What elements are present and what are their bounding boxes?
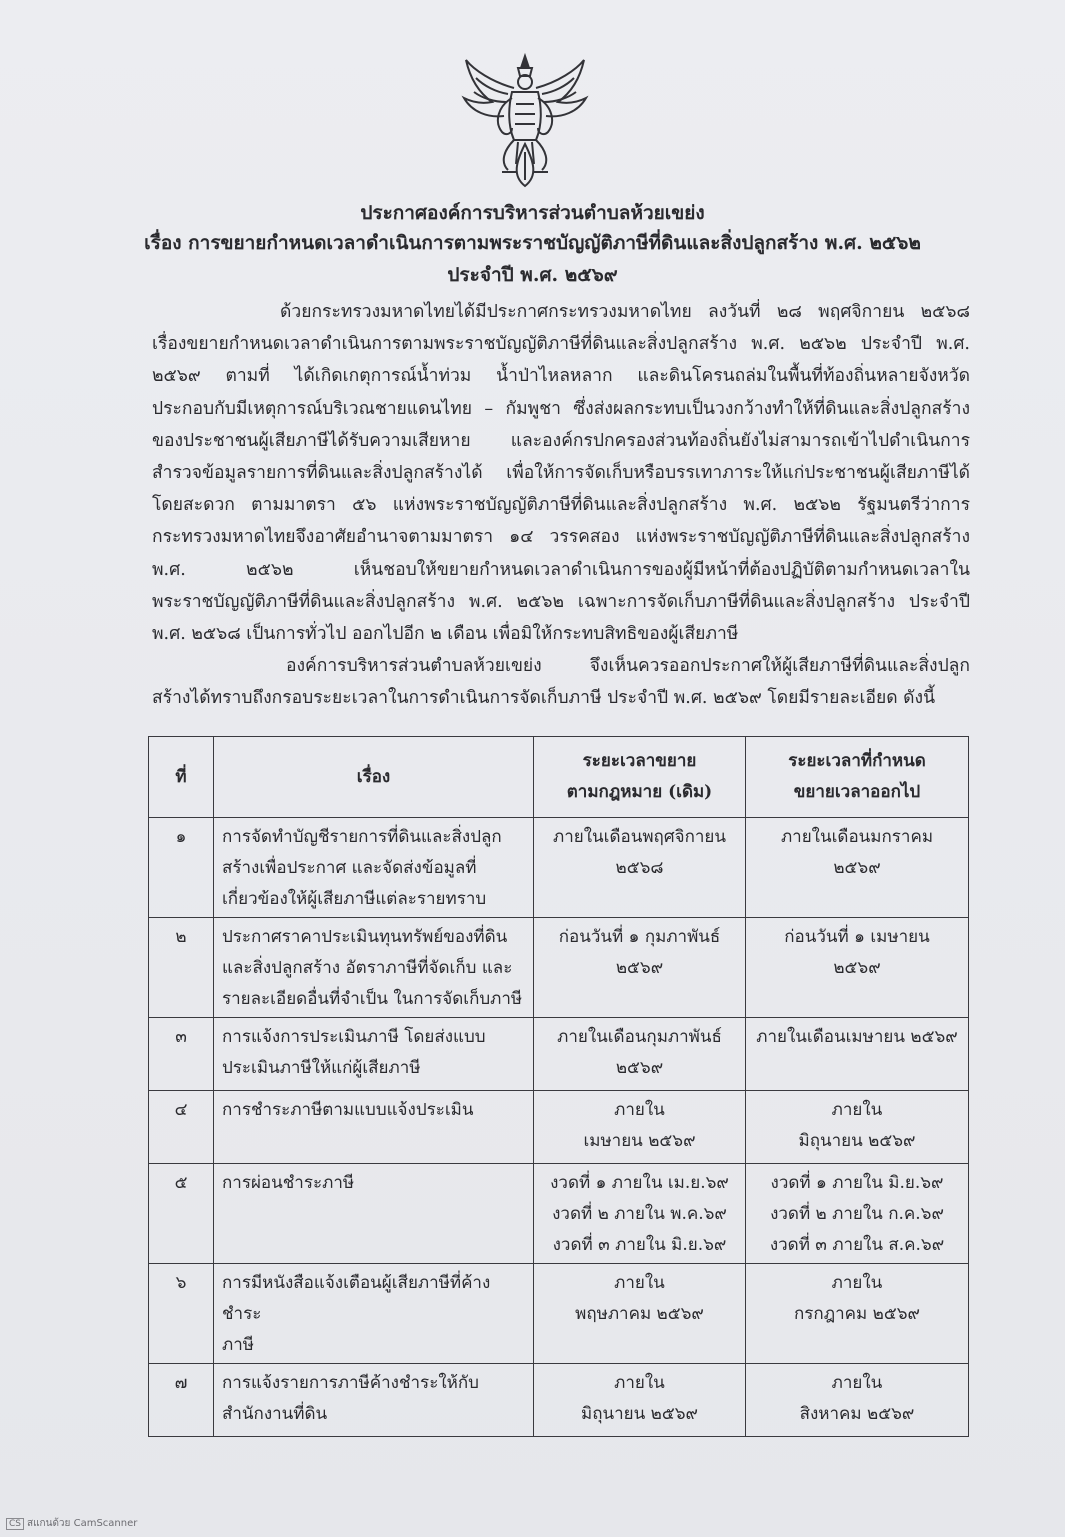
body-line: ประกอบกับมีเหตุการณ์บริเวณชายแดนไทย – กัมพูชา ซึ่งส่งผลกระทบเป็นวงกว้างทำให้ที่ดินและสิ่งปลูกสร้าง bbox=[152, 398, 970, 419]
body-line: พ.ศ. ๒๕๖๒ เห็นชอบให้ขยายกำหนดเวลาดำเนินการของผู้มีหน้าที่ต้องปฏิบัติตามกำหนดเวลาใน bbox=[152, 559, 970, 580]
row-number: ๔ bbox=[149, 1091, 214, 1164]
row-subject-line: ประกาศราคาประเมินทุนทรัพย์ของที่ดิน bbox=[222, 927, 508, 947]
row-subject-line: ภาษี bbox=[222, 1335, 254, 1355]
row-subject bbox=[214, 818, 534, 918]
scanner-text: สแกนด้วย CamScanner bbox=[27, 1518, 138, 1529]
body-line: สำรวจข้อมูลรายการที่ดินและสิ่งปลูกสร้างได้ เพื่อให้การจัดเก็บหรือบรรเทาภาระให้แก่ประชาชนผู้เสียภาษีได้ bbox=[152, 463, 970, 484]
row-legal-period-line: ภายในเดือนกุมภาพันธ์ bbox=[557, 1027, 722, 1047]
row-subject bbox=[214, 1364, 534, 1437]
row-extended-period bbox=[746, 1091, 969, 1164]
row-legal-period-line: งวดที่ ๒ ภายใน พ.ค.๖๙ bbox=[552, 1204, 727, 1224]
table-row bbox=[149, 1018, 969, 1091]
body-line: พ.ศ. ๒๕๖๘ เป็นการทั่วไป ออกไปอีก ๒ เดือน เพื่อมิให้กระทบสิทธิของผู้เสียภาษี bbox=[152, 624, 739, 645]
row-subject bbox=[214, 1164, 534, 1264]
row-extended-period bbox=[746, 918, 969, 1018]
row-number: ๒ bbox=[149, 918, 214, 1018]
row-legal-period bbox=[534, 1091, 746, 1164]
row-extended-period-line: งวดที่ ๑ ภายใน มิ.ย.๖๙ bbox=[770, 1173, 944, 1193]
row-legal-period-line: ภายใน bbox=[614, 1273, 665, 1293]
row-extended-period bbox=[746, 1364, 969, 1437]
row-extended-period-line: ภายในเดือนมกราคม bbox=[780, 827, 934, 847]
announcement-body bbox=[152, 296, 970, 715]
row-legal-period-line: ก่อนวันที่ ๑ กุมภาพันธ์ bbox=[558, 927, 721, 947]
body-line: ๒๕๖๙ ตามที่ ได้เกิดเกตุการณ์น้ำท่วม น้ำป่าไหลหลาก และดินโครนถล่มในพื้นที่ท้องถิ่นหลายจังหวัด bbox=[152, 366, 970, 387]
row-subject-line: รายละเอียดอื่นที่จำเป็น ในการจัดเก็บภาษี bbox=[222, 989, 523, 1009]
row-legal-period-line: งวดที่ ๓ ภายใน มิ.ย.๖๙ bbox=[552, 1235, 727, 1255]
row-legal-period-line: ภายในเดือนพฤศจิกายน bbox=[553, 827, 726, 847]
announcement-title: ประกาศองค์การบริหารส่วนตำบลห้วยเขย่ง bbox=[360, 202, 705, 224]
row-subject-line: สร้างเพื่อประกาศ และจัดส่งข้อมูลที่ bbox=[222, 858, 477, 878]
row-extended-period-line: ภายใน bbox=[831, 1100, 883, 1120]
row-legal-period bbox=[534, 1018, 746, 1091]
row-legal-period-line: ภายใน bbox=[614, 1373, 665, 1393]
body-line: ของประชาชนผู้เสียภาษีได้รับความเสียหาย และองค์กรปกครองส่วนท้องถิ่นยังไม่สามารถเข้าไปดำเนินการ bbox=[152, 430, 970, 451]
row-subject-line: การผ่อนชำระภาษี bbox=[222, 1173, 355, 1193]
camscanner-badge: CS bbox=[6, 1518, 24, 1530]
row-subject-line: การจัดทำบัญชีรายการที่ดินและสิ่งปลูก bbox=[222, 827, 502, 847]
row-subject bbox=[214, 1091, 534, 1164]
row-legal-period bbox=[534, 918, 746, 1018]
row-extended-period-line: สิงหาคม ๒๕๖๙ bbox=[799, 1404, 915, 1424]
row-number: ๓ bbox=[149, 1018, 214, 1091]
table-header-row bbox=[149, 737, 969, 818]
body-line: สร้างได้ทราบถึงกรอบระยะเวลาในการดำเนินการจัดเก็บภาษี ประจำปี พ.ศ. ๒๕๖๙ โดยมีรายละเอียด ดังนี้ bbox=[152, 688, 936, 709]
row-number: ๗ bbox=[149, 1364, 214, 1437]
announcement-year: ประจำปี พ.ศ. ๒๕๖๙ bbox=[447, 264, 618, 286]
row-extended-period bbox=[746, 818, 969, 918]
row-legal-period-line: มิถุนายน ๒๕๖๙ bbox=[581, 1404, 698, 1424]
body-line: ด้วยกระทรวงมหาดไทยได้มีประกาศกระทรวงมหาดไทย ลงวันที่ ๒๘ พฤศจิกายน ๒๕๖๘ bbox=[280, 302, 970, 322]
row-legal-period-line: ๒๕๖๙ bbox=[615, 958, 664, 978]
row-extended-period-line: ก่อนวันที่ ๑ เมษายน bbox=[784, 927, 930, 947]
body-line: โดยสะดวก ตามมาตรา ๕๖ แห่งพระราชบัญญัติภาษีที่ดินและสิ่งปลูกสร้าง พ.ศ. ๒๕๖๒ รัฐมนตรีว่าการ bbox=[152, 495, 970, 516]
row-subject-line: สำนักงานที่ดิน bbox=[222, 1404, 328, 1424]
row-extended-period-line: งวดที่ ๒ ภายใน ก.ค.๖๙ bbox=[770, 1204, 944, 1224]
body-line: เรื่องขยายกำหนดเวลาดำเนินการตามพระราชบัญญัติภาษีที่ดินและสิ่งปลูกสร้าง พ.ศ. ๒๕๖๒ ประจำปี พ.ศ. bbox=[152, 334, 970, 355]
row-legal-period-line: พฤษภาคม ๒๕๖๙ bbox=[575, 1304, 704, 1324]
header-legal-period: ระยะเวลาขยาย ตามกฎหมาย (เดิม) bbox=[534, 737, 746, 818]
body-line: กระทรวงมหาดไทยจึงอาศัยอำนาจตามมาตรา ๑๔ วรรคสอง แห่งพระราชบัญญัติภาษีที่ดินและสิ่งปลูกสร้าง bbox=[152, 527, 970, 548]
row-extended-period-line: ๒๕๖๙ bbox=[833, 958, 881, 978]
row-extended-period-line: ภายในเดือนเมษายน ๒๕๖๙ bbox=[756, 1027, 958, 1047]
table-row bbox=[149, 1264, 969, 1364]
row-subject-line: เกี่ยวข้องให้ผู้เสียภาษีแต่ละรายทราบ bbox=[222, 889, 487, 909]
table-row bbox=[149, 1091, 969, 1164]
row-number: ๑ bbox=[149, 818, 214, 918]
garuda-emblem-icon bbox=[452, 52, 598, 192]
row-extended-period-line: ๒๕๖๙ bbox=[833, 858, 881, 878]
row-legal-period-line: งวดที่ ๑ ภายใน เม.ย.๖๙ bbox=[550, 1173, 729, 1193]
table-row bbox=[149, 1364, 969, 1437]
row-subject-line: การมีหนังสือแจ้งเตือนผู้เสียภาษีที่ค้างชำระ bbox=[222, 1273, 491, 1324]
row-extended-period-line: ภายใน bbox=[831, 1373, 883, 1393]
row-number: ๖ bbox=[149, 1264, 214, 1364]
row-legal-period bbox=[534, 818, 746, 918]
announcement-subject: เรื่อง การขยายกำหนดเวลาดำเนินการตามพระราชบัญญัติภาษีที่ดินและสิ่งปลูกสร้าง พ.ศ. ๒๕๖๒ bbox=[144, 232, 921, 254]
row-extended-period-line: งวดที่ ๓ ภายใน ส.ค.๖๙ bbox=[769, 1235, 945, 1255]
row-legal-period-line: ๒๕๖๙ bbox=[615, 1058, 664, 1078]
table-row bbox=[149, 918, 969, 1018]
row-extended-period-line: กรกฎาคม ๒๕๖๙ bbox=[794, 1304, 920, 1324]
row-extended-period-line: ภายใน bbox=[831, 1273, 883, 1293]
row-legal-period-line: ภายใน bbox=[614, 1100, 665, 1120]
header-subject: เรื่อง bbox=[214, 737, 534, 818]
schedule-table bbox=[148, 736, 969, 1437]
body-line: องค์การบริหารส่วนตำบลห้วยเขย่ง จึงเห็นควรออกประกาศให้ผู้เสียภาษีที่ดินและสิ่งปลูก bbox=[286, 656, 970, 677]
row-subject-line: การชำระภาษีตามแบบแจ้งประเมิน bbox=[222, 1100, 474, 1120]
header-extended-period: ระยะเวลาที่กำหนด ขยายเวลาออกไป bbox=[746, 737, 969, 818]
row-extended-period-line: มิถุนายน ๒๕๖๙ bbox=[798, 1131, 916, 1151]
table-row bbox=[149, 818, 969, 918]
body-line: พระราชบัญญัติภาษีที่ดินและสิ่งปลูกสร้าง พ.ศ. ๒๕๖๒ เฉพาะการจัดเก็บภาษีที่ดินและสิ่งปลูกสร้าง ประจำปี bbox=[152, 591, 970, 612]
scanner-watermark bbox=[6, 1516, 137, 1531]
row-subject-line: ประเมินภาษีให้แก่ผู้เสียภาษี bbox=[222, 1058, 421, 1078]
row-subject bbox=[214, 918, 534, 1018]
row-extended-period bbox=[746, 1164, 969, 1264]
row-subject bbox=[214, 1018, 534, 1091]
row-subject-line: การแจ้งรายการภาษีค้างชำระให้กับ bbox=[222, 1373, 479, 1393]
row-legal-period bbox=[534, 1364, 746, 1437]
row-extended-period bbox=[746, 1264, 969, 1364]
row-subject bbox=[214, 1264, 534, 1364]
row-number: ๕ bbox=[149, 1164, 214, 1264]
row-extended-period bbox=[746, 1018, 969, 1091]
row-subject-line: การแจ้งการประเมินภาษี โดยส่งแบบ bbox=[222, 1027, 486, 1047]
row-legal-period bbox=[534, 1164, 746, 1264]
row-legal-period bbox=[534, 1264, 746, 1364]
row-legal-period-line: เมษายน ๒๕๖๙ bbox=[583, 1131, 696, 1151]
header-no: ที่ bbox=[149, 737, 214, 818]
row-legal-period-line: ๒๕๖๘ bbox=[615, 858, 664, 878]
row-subject-line: และสิ่งปลูกสร้าง อัตราภาษีที่จัดเก็บ และ bbox=[222, 958, 513, 978]
table-row bbox=[149, 1164, 969, 1264]
